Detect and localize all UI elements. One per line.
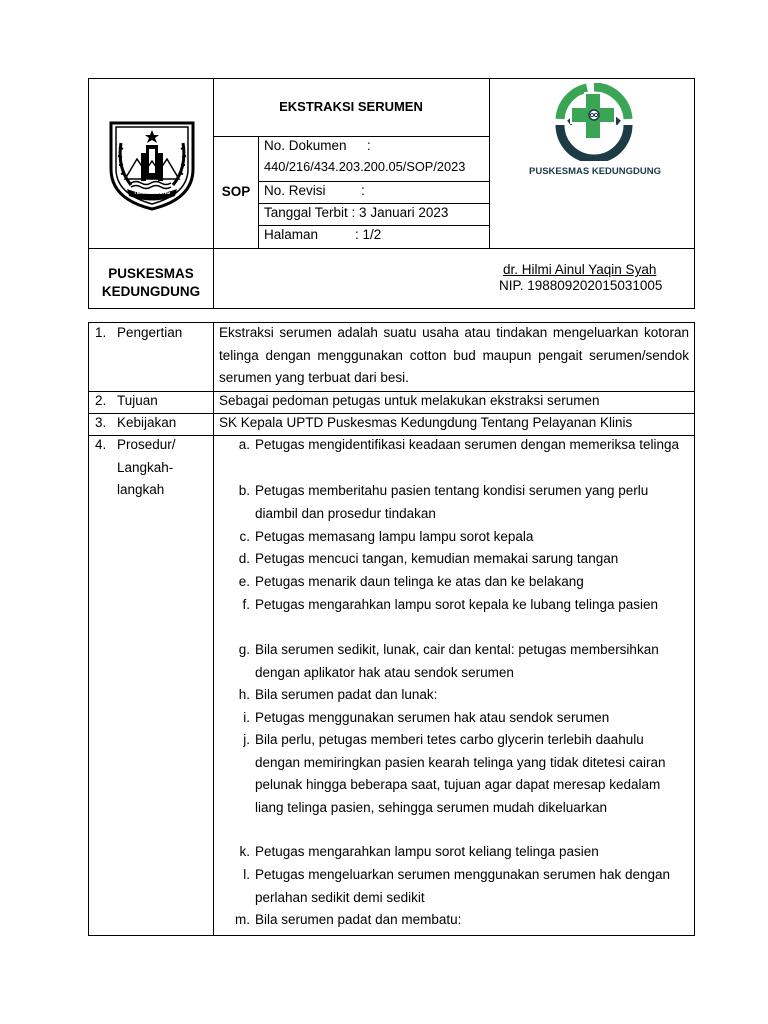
signatory-name: dr. Hilmi Ainul Yaqin Syah bbox=[503, 262, 657, 277]
procedure-step bbox=[228, 841, 683, 864]
halaman-label: Halaman bbox=[264, 227, 319, 242]
step-label: a. bbox=[238, 437, 250, 452]
step-label: g. bbox=[238, 642, 250, 657]
step-text: Bila serumen sedikit, lunak, cair dan kental: petugas membersihkan dengan aplikator hak atau sendok serumen bbox=[255, 642, 659, 680]
document-title: EKSTRAKSI SERUMEN bbox=[279, 99, 423, 114]
procedure-step bbox=[228, 526, 683, 549]
step-label: k. bbox=[239, 844, 250, 859]
row-pengertian-label bbox=[95, 323, 182, 343]
step-label: d. bbox=[238, 551, 250, 566]
step-text: Petugas mengarahkan lampu sorot keliang telinga pasien bbox=[255, 844, 599, 859]
procedure-step bbox=[228, 864, 683, 909]
step-label: c. bbox=[239, 529, 250, 544]
org-name-line1: PUSKESMAS bbox=[108, 266, 194, 281]
procedure-step bbox=[228, 909, 683, 932]
row-prosedur-label-line2: Langkah- bbox=[117, 460, 174, 475]
step-text: Petugas mencuci tangan, kemudian memakai sarung tangan bbox=[255, 551, 619, 566]
row-number: 2. bbox=[95, 393, 107, 408]
procedure-step bbox=[228, 594, 683, 617]
step-text: Bila perlu, petugas memberi tetes carbo glycerin terlebih daahulu dengan memiringkan pasien kearah telinga yang tidak ditetesi cairan pelunak hingga beberapa saat, tujuan agar dapat meresap kedalam liang telinga pasien, sehingga serumen mudah dikeluarkan bbox=[255, 732, 666, 815]
no-dokumen-label: No. Dokumen bbox=[264, 138, 347, 153]
step-text: Petugas mengarahkan lampu sorot kepala ke lubang telinga pasien bbox=[255, 597, 659, 612]
pengertian-text: Ekstraksi serumen adalah suatu usaha atau tindakan mengeluarkan kotoran telinga dengan menggunakan cotton bud maupun pengait serumen/sendok serumen yang terbuat dari besi. bbox=[219, 325, 689, 386]
step-label: j. bbox=[243, 732, 250, 747]
no-dokumen-value: 440/216/434.203.200.05/SOP/2023 bbox=[264, 159, 466, 174]
step-text: Petugas memberitahu pasien tentang kondisi serumen yang perlu diambil dan prosedur tindakan bbox=[255, 483, 649, 521]
row-tujuan-label bbox=[95, 391, 158, 411]
halaman-value: : 1/2 bbox=[355, 227, 382, 242]
procedure-step bbox=[228, 707, 683, 730]
tanggal-terbit: Tanggal Terbit : 3 Januari 2023 bbox=[264, 205, 449, 220]
procedure-step bbox=[228, 639, 683, 684]
step-text: Petugas mengeluarkan serumen menggunakan serumen hak dengan perlahan sedikit demi sedikit bbox=[255, 867, 671, 905]
step-label: h. bbox=[238, 687, 250, 702]
row-number: 3. bbox=[95, 415, 107, 430]
tujuan-text: Sebagai pedoman petugas untuk melakukan ekstraksi serumen bbox=[219, 393, 600, 408]
no-dokumen-colon: : bbox=[367, 138, 371, 153]
signatory-nip: NIP. 198809202015031005 bbox=[499, 278, 663, 293]
procedure-step bbox=[228, 434, 683, 457]
puskesmas-logo-caption: PUSKESMAS KEDUNGDUNG bbox=[529, 166, 661, 177]
procedure-step bbox=[228, 480, 683, 525]
step-text: Bila serumen padat dan membatu: bbox=[255, 912, 462, 927]
row-prosedur-label bbox=[95, 434, 176, 457]
sop-label: SOP bbox=[221, 184, 251, 199]
step-text: Petugas memasang lampu lampu sorot kepala bbox=[255, 529, 534, 544]
row-kebijakan-label bbox=[95, 413, 176, 433]
step-label: b. bbox=[238, 483, 250, 498]
row-label: Kebijakan bbox=[117, 415, 177, 430]
row-number: 1. bbox=[95, 325, 107, 340]
no-revisi-label: No. Revisi bbox=[264, 183, 326, 198]
procedure-step bbox=[228, 571, 683, 594]
step-label: e. bbox=[238, 574, 250, 589]
row-label-line1: Prosedur/ bbox=[117, 437, 176, 452]
row-number: 4. bbox=[95, 437, 107, 452]
row-label: Tujuan bbox=[117, 393, 158, 408]
step-label: l. bbox=[243, 867, 250, 882]
org-name-line2: KEDUNGDUNG bbox=[101, 284, 201, 299]
step-text: Petugas menarik daun telinga ke atas dan ke belakang bbox=[255, 574, 584, 589]
emblem-ribbon-text: TEMANGGUNG bbox=[133, 190, 171, 196]
procedure-step bbox=[228, 548, 683, 571]
procedure-step bbox=[228, 729, 683, 819]
row-label: Pengertian bbox=[117, 325, 183, 340]
sop-content-table bbox=[88, 322, 695, 936]
step-text: Petugas menggunakan serumen hak atau sendok serumen bbox=[255, 710, 610, 725]
regency-emblem-logo bbox=[105, 113, 199, 211]
step-text: Bila serumen padat dan lunak: bbox=[255, 687, 438, 702]
row-prosedur-label-line3: langkah bbox=[117, 482, 165, 497]
procedure-step bbox=[228, 684, 683, 707]
sop-header-table bbox=[88, 78, 695, 309]
puskesmas-logo bbox=[547, 83, 642, 161]
step-text: Petugas mengidentifikasi keadaan serumen dengan memeriksa telinga bbox=[255, 437, 680, 452]
step-label: m. bbox=[235, 912, 250, 927]
step-label: i. bbox=[243, 710, 250, 725]
no-revisi-colon: : bbox=[361, 183, 365, 198]
kebijakan-text: SK Kepala UPTD Puskesmas Kedungdung Tentang Pelayanan Klinis bbox=[219, 415, 633, 430]
step-label: f. bbox=[242, 597, 250, 612]
